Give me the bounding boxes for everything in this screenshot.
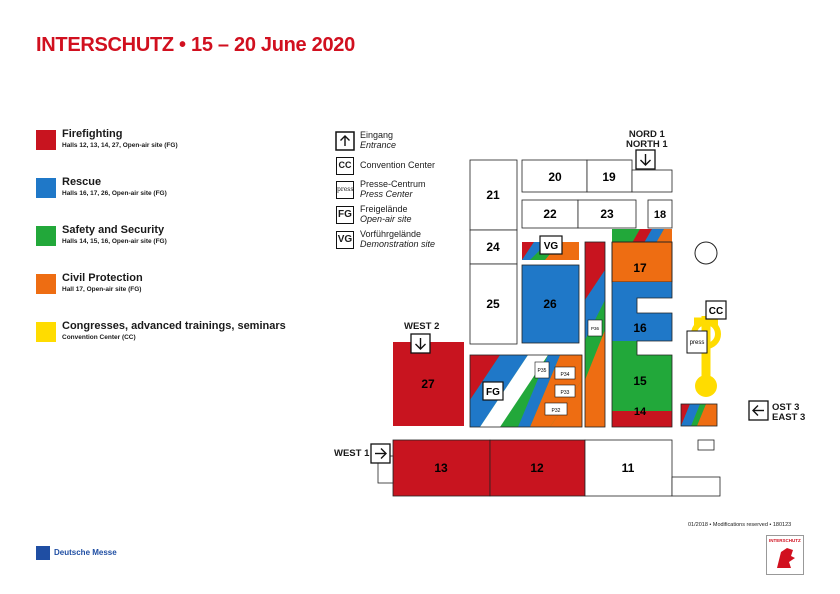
open-air-icon: FG xyxy=(336,206,354,224)
key-arrow-up-icon xyxy=(336,132,354,150)
entrance-west2-arrow-icon[interactable] xyxy=(411,334,430,353)
hall-17-label: 17 xyxy=(633,261,647,275)
key-label-de: Eingang xyxy=(360,130,394,140)
hall-26-label: 26 xyxy=(543,297,557,311)
small-building xyxy=(698,440,714,450)
entrance-east-en: EAST 3 xyxy=(772,412,806,423)
legend-name: Civil Protection xyxy=(62,272,143,284)
demonstration-icon: VG xyxy=(336,231,354,249)
east-annex xyxy=(672,477,720,496)
press-label: press xyxy=(689,340,705,346)
deutsche-messe-icon xyxy=(36,546,50,560)
p34-label: P34 xyxy=(560,372,570,378)
entrance-north-en: NORTH 1 xyxy=(626,139,668,150)
hall-22-label: 22 xyxy=(543,207,557,221)
deutsche-messe-text: Deutsche Messe xyxy=(54,548,117,557)
p36-label: P36 xyxy=(590,326,600,331)
hall-16-upper xyxy=(612,282,672,298)
striped-building-east xyxy=(681,404,717,426)
legend-halls: Halls 16, 17, 26, Open-air site (FG) xyxy=(62,190,167,197)
p33-label: P33 xyxy=(560,390,570,396)
fg-label: FG xyxy=(486,387,500,398)
key-label-de: Convention Center xyxy=(360,160,436,170)
key-label-de: Vorführgelände xyxy=(360,229,422,239)
interschutz-rooster-icon xyxy=(767,536,803,574)
entrance-west1-label: WEST 1 xyxy=(334,448,370,459)
key-label-en: Demonstration site xyxy=(360,239,436,249)
key-label-en: Open-air site xyxy=(360,214,412,224)
p32-label: P32 xyxy=(551,408,561,414)
entrance-north-arrow-icon[interactable] xyxy=(636,150,655,169)
legend-halls: Halls 12, 13, 14, 27, Open-air site (FG) xyxy=(62,142,178,149)
entrance-east-arrow-icon[interactable] xyxy=(749,401,768,420)
convention-center-icon: CC xyxy=(336,157,354,175)
hall-15-label: 15 xyxy=(633,374,647,388)
hall-19-label: 19 xyxy=(602,170,616,184)
legend-name: Safety and Security xyxy=(62,224,165,236)
press-icon: press xyxy=(336,181,354,199)
key-label-de: Freigelände xyxy=(360,204,408,214)
hall-23-label: 23 xyxy=(600,207,614,221)
hall-19-annex xyxy=(632,170,672,192)
hall-21-label: 21 xyxy=(486,188,500,202)
hall-25-label: 25 xyxy=(486,297,500,311)
hall-18-label: 18 xyxy=(653,209,667,221)
hall-16-label: 16 xyxy=(633,321,647,335)
footer-note: 01/2018 • Modifications reserved • 180123 xyxy=(688,522,792,528)
legend-halls: Convention Center (CC) xyxy=(62,334,136,341)
entrance-east-de: OST 3 xyxy=(772,402,800,413)
round-building xyxy=(695,242,717,264)
hall-14-label: 14 xyxy=(633,406,647,418)
legend-name: Firefighting xyxy=(62,128,123,140)
p35-label: P35 xyxy=(537,368,547,374)
key-label-de: Presse-Centrum xyxy=(360,179,426,189)
entrance-west2-label: WEST 2 xyxy=(404,321,440,332)
page-title: INTERSCHUTZ • 15 – 20 June 2020 xyxy=(36,34,355,56)
legend-halls: Hall 17, Open-air site (FG) xyxy=(62,286,142,293)
convention-center[interactable] xyxy=(694,316,718,397)
hall-24-label: 24 xyxy=(486,240,500,254)
key-label-en: Entrance xyxy=(360,140,397,150)
entrance-north-de: NORD 1 xyxy=(628,129,665,140)
hall-13-label: 13 xyxy=(434,461,448,475)
hall-15-upper xyxy=(612,341,637,355)
striped-strip-north xyxy=(612,229,672,243)
key-label-en: Press Center xyxy=(360,189,413,199)
hall-20-label: 20 xyxy=(548,170,562,184)
legend-name: Congresses, advanced trainings, seminars xyxy=(62,320,286,332)
entrance-west1-arrow-icon[interactable] xyxy=(371,444,390,463)
vg-label: VG xyxy=(543,241,559,252)
interschutz-logo[interactable] xyxy=(766,535,804,575)
hall-27-label: 27 xyxy=(421,377,435,391)
interschutz-logo-text: INTERSCHUTZ xyxy=(769,538,801,543)
hall-11-label: 11 xyxy=(621,461,635,475)
hall-12-label: 12 xyxy=(530,461,544,475)
legend-name: Rescue xyxy=(62,176,102,188)
cc-label: CC xyxy=(708,306,724,317)
legend-halls: Halls 14, 15, 16, Open-air site (FG) xyxy=(62,238,167,245)
